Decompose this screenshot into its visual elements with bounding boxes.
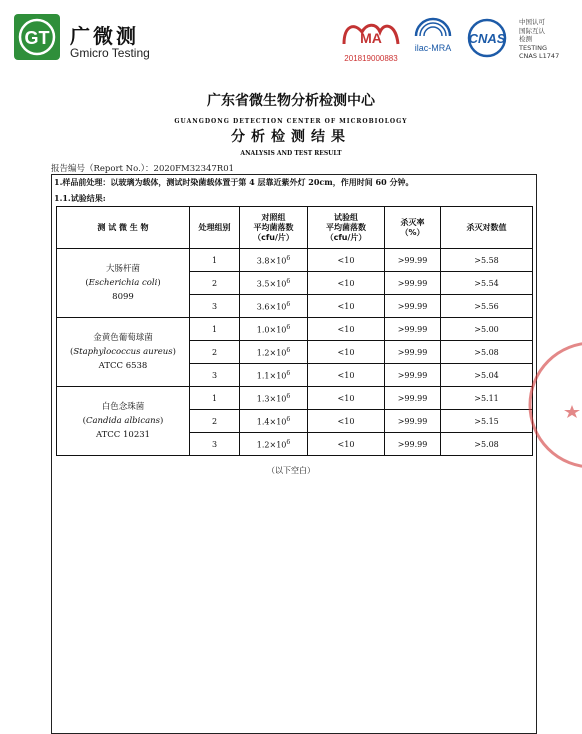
cnas-mark — [462, 18, 512, 62]
organism-name-cn: 白色念珠菌 — [101, 402, 145, 412]
log-value-cell: >5.08 — [441, 341, 533, 364]
kill-rate-cell: >99.99 — [385, 318, 441, 341]
organism-name-cn: 大肠杆菌 — [105, 264, 140, 274]
control-count-cell — [240, 341, 308, 364]
section-title: 1.1.试验结果: — [54, 193, 106, 203]
organism-cell — [57, 318, 190, 387]
organism-latin-text: Escherichia coli — [88, 278, 158, 288]
kill-rate-cell: >99.99 — [385, 341, 441, 364]
table-row — [57, 387, 533, 410]
cnas-logo-icon — [462, 18, 512, 58]
cnas-line: 国际互认 — [519, 26, 545, 35]
test-count-cell: <10 — [308, 364, 385, 387]
test-count-cell: <10 — [308, 410, 385, 433]
processing-lead: 1.样品前处理： — [54, 177, 111, 187]
center-title-en: GUANGDONG DETECTION CENTER OF MICROBIOLOGY — [174, 118, 408, 125]
log-value-cell: >5.04 — [441, 364, 533, 387]
gmicro-logo — [14, 14, 60, 60]
log-value-cell: >5.11 — [441, 387, 533, 410]
kill-rate-cell: >99.99 — [385, 272, 441, 295]
cma-number: 201819000883 — [344, 54, 398, 63]
organism-name-cn: 金黄色葡萄球菌 — [93, 333, 153, 343]
group-cell: 1 — [190, 249, 240, 272]
log-value-cell: >5.15 — [441, 410, 533, 433]
table-row — [57, 318, 533, 341]
result-title: 分析检测结果 — [231, 129, 351, 145]
organism-name-latin: (Escherichia coli) — [85, 278, 161, 288]
organism-name-latin: (Candida albicans) — [82, 416, 164, 426]
header-organism: 测 试 微 生 物 — [57, 207, 190, 249]
control-count-mantissa: 3.5×10 — [256, 279, 287, 289]
kill-rate-cell: >99.99 — [385, 295, 441, 318]
organism-cell — [57, 249, 190, 318]
control-count-exponent: 6 — [286, 254, 291, 262]
results-table — [56, 206, 533, 456]
svg-text:CNAS: CNAS — [468, 31, 506, 46]
official-seal-stamp — [522, 330, 582, 480]
cnas-line: CNAS L1747 — [519, 52, 560, 60]
brand-name-en: Gmicro Testing — [70, 46, 150, 60]
control-count-cell — [240, 387, 308, 410]
ilac-mra-mark — [406, 14, 460, 62]
header-control: 对照组 平均菌落数 （cfu/片） — [240, 207, 308, 249]
header-log: 杀灭对数值 — [441, 207, 533, 249]
test-count-cell: <10 — [308, 295, 385, 318]
kill-rate-cell: >99.99 — [385, 249, 441, 272]
control-count-exponent: 6 — [286, 438, 291, 446]
control-count-mantissa: 1.2×10 — [256, 440, 287, 450]
control-count-cell — [240, 249, 308, 272]
organism-strain: 8099 — [112, 292, 134, 302]
test-count-cell: <10 — [308, 341, 385, 364]
cma-mark — [336, 18, 406, 63]
center-title: 广东省微生物分析检测中心 — [207, 93, 375, 109]
control-count-mantissa: 1.3×10 — [256, 394, 287, 404]
control-count-mantissa: 1.2×10 — [256, 348, 287, 358]
report-number-value: 2020FM32347R01 — [153, 164, 235, 174]
group-cell: 2 — [190, 272, 240, 295]
organism-strain: ATCC 10231 — [95, 430, 151, 440]
log-value-cell: >5.58 — [441, 249, 533, 272]
log-value-cell: >5.08 — [441, 433, 533, 456]
control-count-exponent: 6 — [286, 392, 291, 400]
ilac-mra-logo-icon — [406, 14, 460, 58]
group-cell: 2 — [190, 341, 240, 364]
cnas-line: 中国认可 — [519, 18, 545, 26]
svg-text:MA: MA — [360, 30, 382, 46]
blank-note: （以下空白） — [267, 466, 315, 475]
group-cell: 3 — [190, 433, 240, 456]
cnas-line: TESTING — [519, 43, 547, 52]
header-group: 处理组别 — [190, 207, 240, 249]
control-count-mantissa: 1.4×10 — [256, 417, 287, 427]
group-cell: 3 — [190, 364, 240, 387]
cnas-caption — [519, 18, 559, 61]
header-kill-rate: 杀灭率 （%） — [385, 207, 441, 249]
organism-latin-text: Staphylococcus aureus — [73, 347, 173, 357]
control-count-cell — [240, 410, 308, 433]
control-count-cell — [240, 318, 308, 341]
group-cell: 2 — [190, 410, 240, 433]
group-cell: 1 — [190, 387, 240, 410]
cma-logo-icon — [340, 18, 402, 48]
kill-rate-cell: >99.99 — [385, 410, 441, 433]
kill-rate-cell: >99.99 — [385, 433, 441, 456]
cnas-line: 检测 — [519, 35, 532, 43]
gt-logo-icon — [17, 17, 57, 57]
svg-text:ilac-MRA: ilac-MRA — [414, 43, 452, 53]
test-count-cell: <10 — [308, 387, 385, 410]
organism-name-latin: (Staphylococcus aureus) — [70, 347, 176, 357]
brand-name-cn: 广微测 — [70, 24, 139, 48]
control-count-mantissa: 3.8×10 — [256, 256, 287, 266]
kill-rate-cell: >99.99 — [385, 364, 441, 387]
organism-strain: ATCC 6538 — [98, 361, 148, 371]
control-count-mantissa: 3.6×10 — [256, 302, 287, 312]
group-cell: 3 — [190, 295, 240, 318]
control-count-exponent: 6 — [286, 369, 291, 377]
report-number-label: 报告编号（Report No.）： — [51, 164, 154, 174]
test-count-cell: <10 — [308, 433, 385, 456]
kill-rate-cell: >99.99 — [385, 387, 441, 410]
control-count-exponent: 6 — [286, 346, 291, 354]
control-count-cell — [240, 295, 308, 318]
control-count-exponent: 6 — [286, 323, 291, 331]
control-count-mantissa: 1.1×10 — [256, 371, 287, 381]
control-count-mantissa: 1.0×10 — [256, 325, 287, 335]
table-header-row — [57, 207, 533, 249]
processing-text: 以玻璃为载体，测试时染菌载体置于第 4 层靠近紫外灯 20cm，作用时间 60 分钟。 — [110, 177, 414, 187]
test-count-cell: <10 — [308, 272, 385, 295]
header-test: 试验组 平均菌落数 （cfu/片） — [308, 207, 385, 249]
control-count-exponent: 6 — [286, 300, 291, 308]
test-count-cell: <10 — [308, 318, 385, 341]
control-count-exponent: 6 — [286, 277, 291, 285]
svg-text:GT: GT — [24, 28, 50, 48]
control-count-exponent: 6 — [286, 415, 291, 423]
report-number — [51, 162, 234, 174]
organism-cell — [57, 387, 190, 456]
table-row — [57, 249, 533, 272]
log-value-cell: >5.00 — [441, 318, 533, 341]
organism-latin-text: Candida albicans — [85, 416, 161, 426]
sample-processing — [54, 177, 413, 188]
result-title-en: ANALYSIS AND TEST RESULT — [240, 150, 342, 157]
log-value-cell: >5.56 — [441, 295, 533, 318]
control-count-cell — [240, 433, 308, 456]
group-cell: 1 — [190, 318, 240, 341]
test-count-cell: <10 — [308, 249, 385, 272]
control-count-cell — [240, 272, 308, 295]
log-value-cell: >5.54 — [441, 272, 533, 295]
control-count-cell — [240, 364, 308, 387]
